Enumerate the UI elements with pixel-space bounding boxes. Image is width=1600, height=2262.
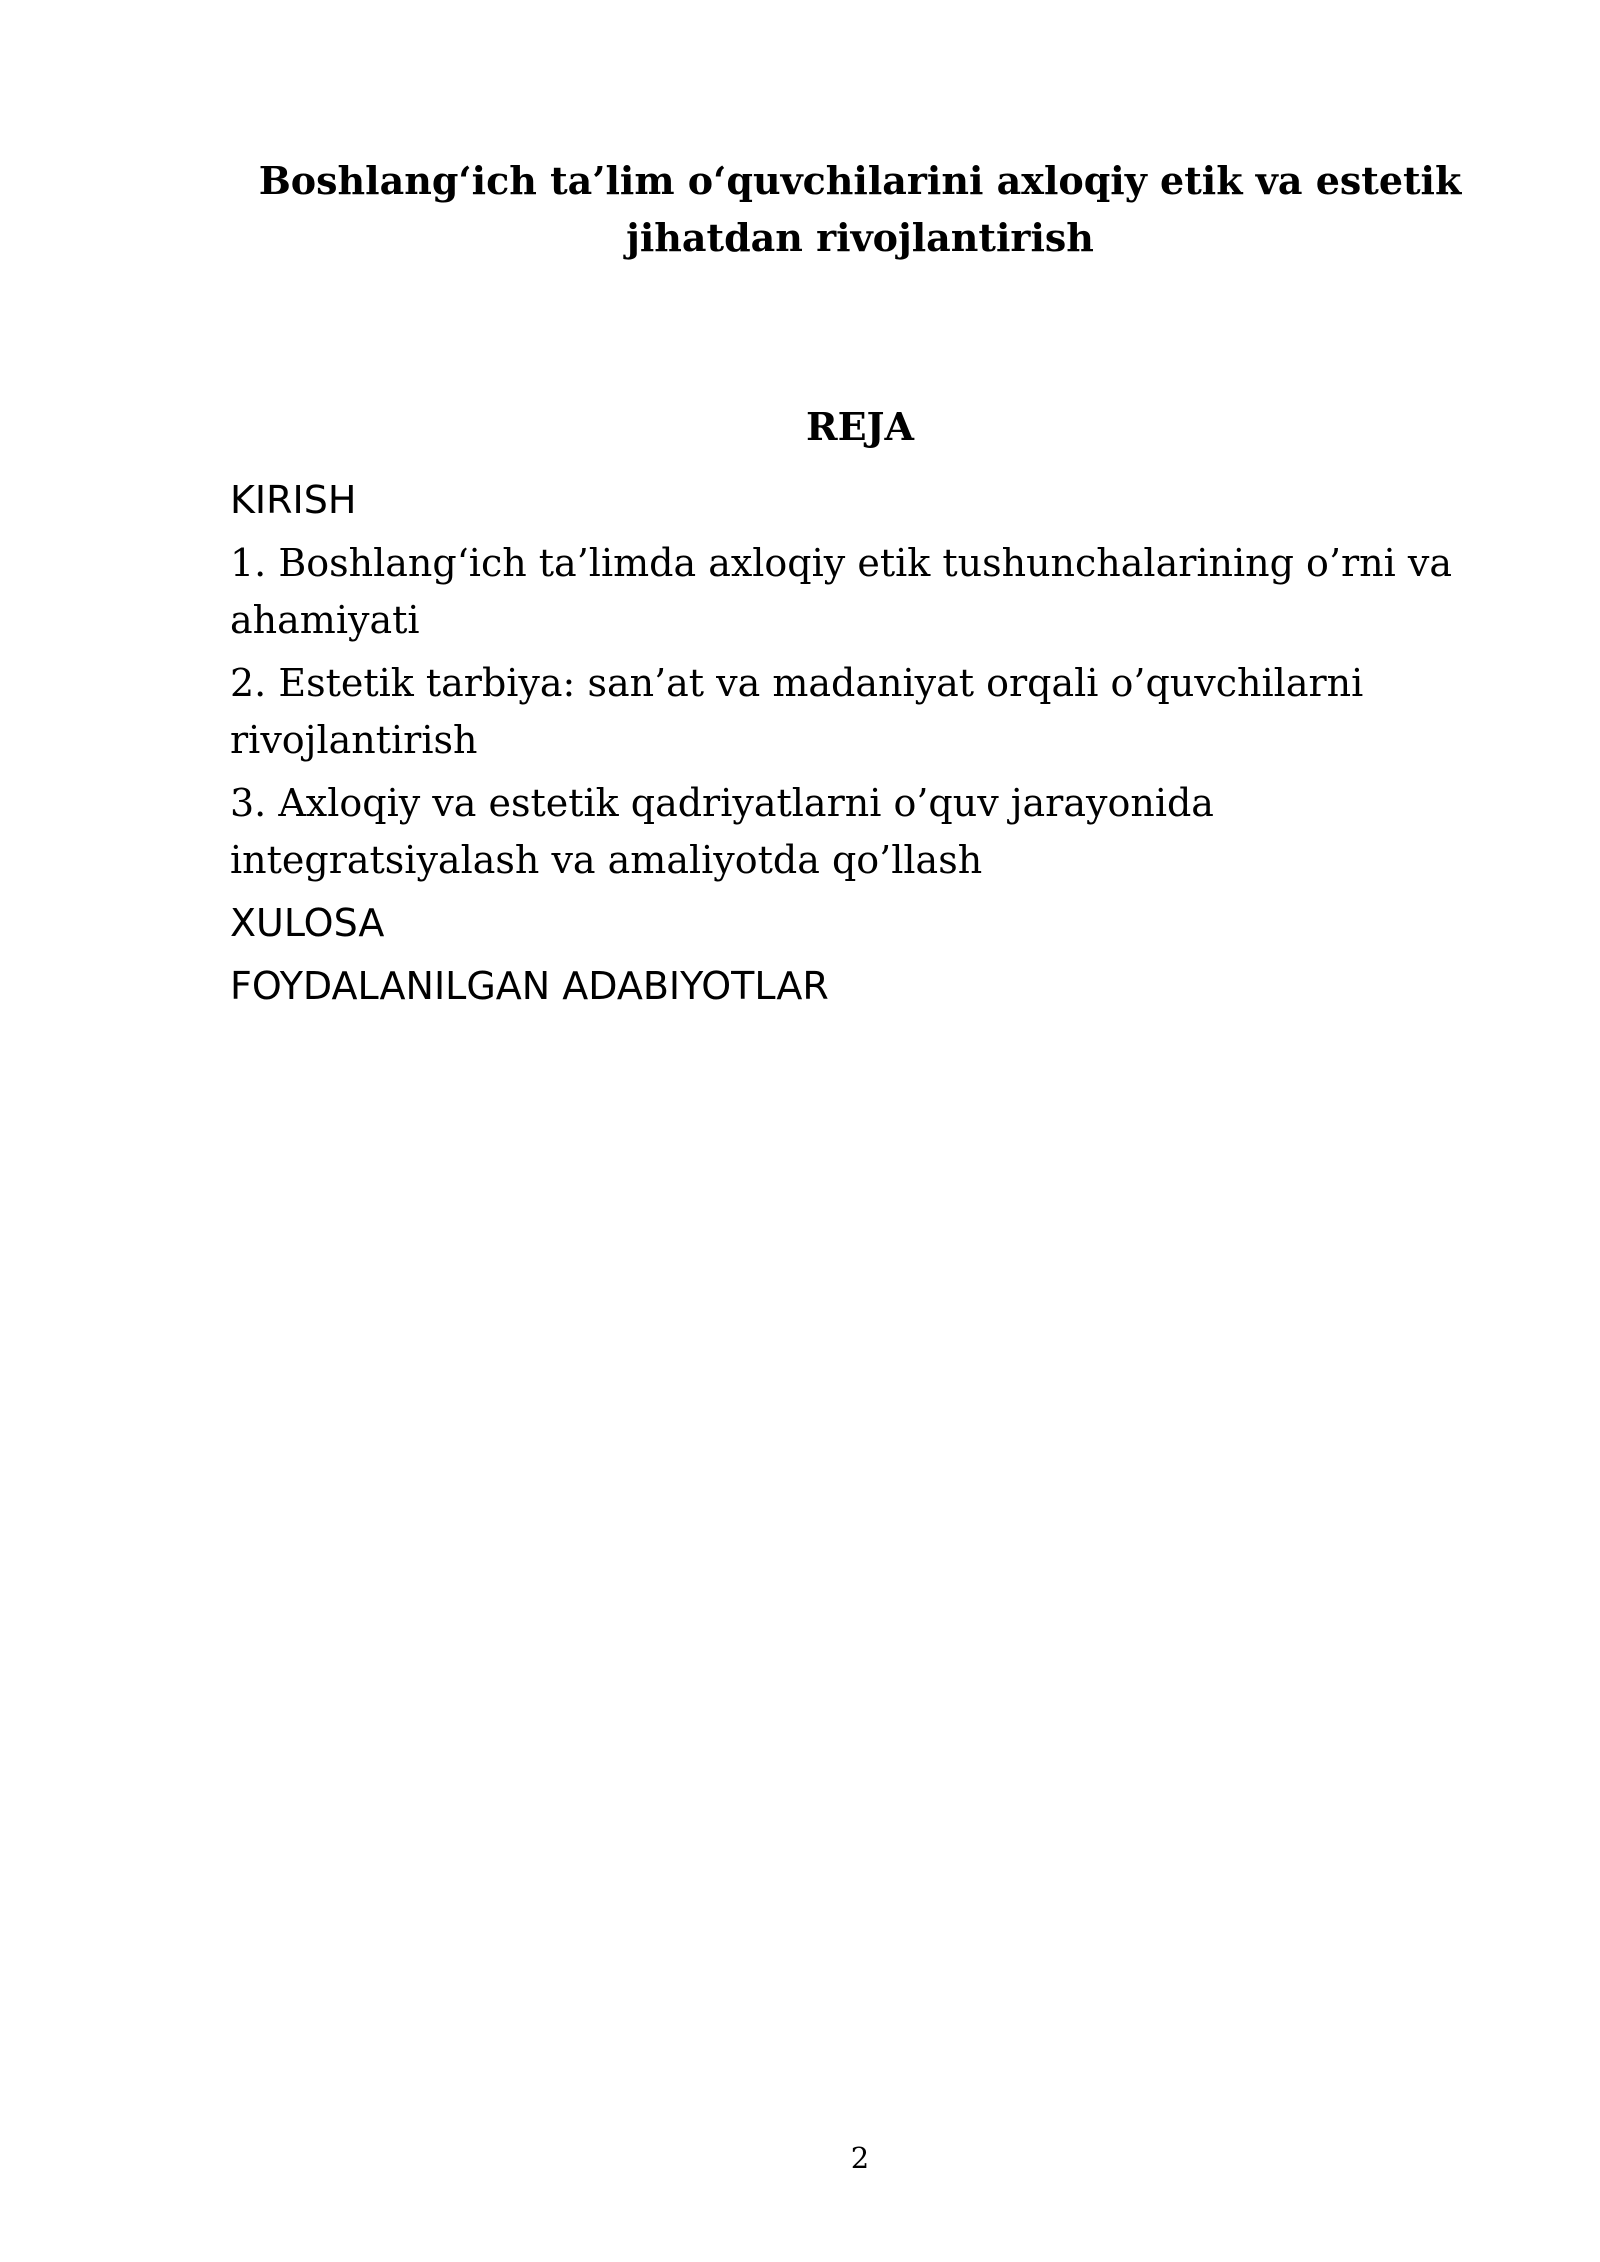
page-number: 2 [850,2141,870,2175]
plan-item-3: 3. Axloqiy va estetik qadriyatlarni o’quv jarayonida integratsiyalash va amaliyotda qo’llash [230,781,1214,882]
plan-list [230,472,1490,1021]
plan-item-conclusion: XULOSA [230,901,385,945]
plan-item-introduction: KIRISH [230,478,357,522]
document-title: Boshlang‘ich ta’lim o‘quvchilarini axloqiy etik va estetik jihatdan rivojlantirish [258,158,1462,260]
plan-item-1: 1. Boshlang‘ich ta’limda axloqiy etik tushunchalarining o’rni va ahamiyati [230,541,1453,642]
plan-item-references: FOYDALANILGAN ADABIYOTLAR [230,964,829,1008]
plan-heading: REJA [805,404,914,449]
plan-item-2: 2. Estetik tarbiya: san’at va madaniyat orqali o’quvchilarni rivojlantirish [230,661,1364,762]
